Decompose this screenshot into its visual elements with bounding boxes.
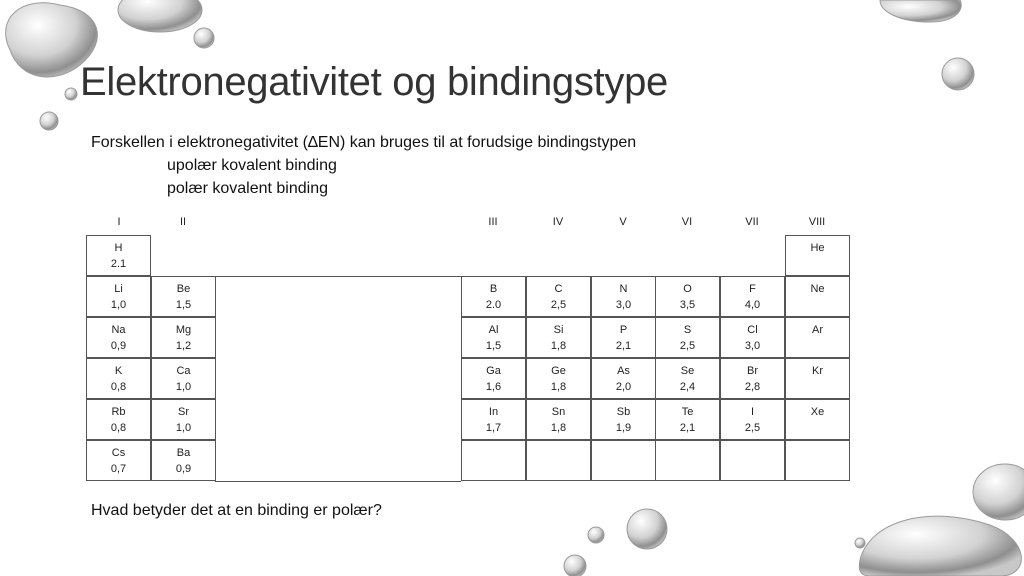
element-cell-F: F 4,0 <box>720 276 785 317</box>
element-cell-Ga: Ga 1,6 <box>461 358 526 399</box>
element-cell-Cl: Cl 3,0 <box>720 317 785 358</box>
element-cell-Ge: Ge 1,8 <box>526 358 591 399</box>
element-cell-Se: Se 2,4 <box>655 358 720 399</box>
element-cell-Br: Br 2,8 <box>720 358 785 399</box>
element-cell-H: H 2.1 <box>86 235 151 276</box>
element-cell-Xe: Xe <box>785 399 850 440</box>
element-cell-Mg: Mg 1,2 <box>151 317 216 358</box>
element-cell-As: As 2,0 <box>591 358 656 399</box>
element-cell-Si: Si 1,8 <box>526 317 591 358</box>
element-cell-Cs: Cs 0,7 <box>86 440 151 481</box>
element-cell-O: O 3,5 <box>655 276 720 317</box>
element-cell-Rb: Rb 0,8 <box>86 399 151 440</box>
element-cell-B: B 2.0 <box>461 276 526 317</box>
empty-cell <box>591 440 656 481</box>
question-text: Hvad betyder det at en binding er polær? <box>91 502 382 519</box>
intro-line-polar: polær kovalent binding <box>167 180 328 197</box>
element-cell-Al: Al 1,5 <box>461 317 526 358</box>
element-cell-N: N 3,0 <box>591 276 656 317</box>
group-header-III: III <box>488 216 498 228</box>
element-cell-Li: Li 1,0 <box>86 276 151 317</box>
element-cell-Te: Te 2,1 <box>655 399 720 440</box>
intro-text <box>91 131 636 200</box>
element-cell-S: S 2,5 <box>655 317 720 358</box>
element-cell-Ar: Ar <box>785 317 850 358</box>
empty-cell <box>720 440 785 481</box>
element-cell-Ba: Ba 0,9 <box>151 440 216 481</box>
element-cell-Ne: Ne <box>785 276 850 317</box>
group-header-V: V <box>619 216 627 228</box>
intro-line: Forskellen i elektronegativitet (∆EN) kan bruges til at forudsige bindingstypen <box>91 134 637 151</box>
element-cell-Sb: Sb 1,9 <box>591 399 656 440</box>
element-cell-Ca: Ca 1,0 <box>151 358 216 399</box>
transition-metal-gap <box>215 276 461 482</box>
element-cell-Na: Na 0,9 <box>86 317 151 358</box>
empty-cell <box>526 440 591 481</box>
group-header-I: I <box>117 216 121 228</box>
group-header-II: II <box>179 216 187 228</box>
empty-cell <box>461 440 526 481</box>
element-cell-I: I 2,5 <box>720 399 785 440</box>
group-header-IV: IV <box>552 216 564 228</box>
group-header-VIII: VIII <box>808 216 826 228</box>
element-cell-Be: Be 1,5 <box>151 276 216 317</box>
group-header-VII: VII <box>745 216 759 228</box>
group-header-VI: VI <box>681 216 693 228</box>
element-cell-Kr: Kr <box>785 358 850 399</box>
element-cell-He: He <box>785 235 850 276</box>
element-cell-In: In 1,7 <box>461 399 526 440</box>
empty-cell <box>655 440 720 481</box>
element-cell-P: P 2,1 <box>591 317 656 358</box>
element-cell-C: C 2,5 <box>526 276 591 317</box>
intro-line-nonpolar: upolær kovalent binding <box>167 157 337 174</box>
empty-cell <box>785 440 850 481</box>
element-cell-Sr: Sr 1,0 <box>151 399 216 440</box>
slide-title: Elektronegativitet og bindingstype <box>80 60 668 104</box>
element-cell-Sn: Sn 1,8 <box>526 399 591 440</box>
element-cell-K: K 0,8 <box>86 358 151 399</box>
